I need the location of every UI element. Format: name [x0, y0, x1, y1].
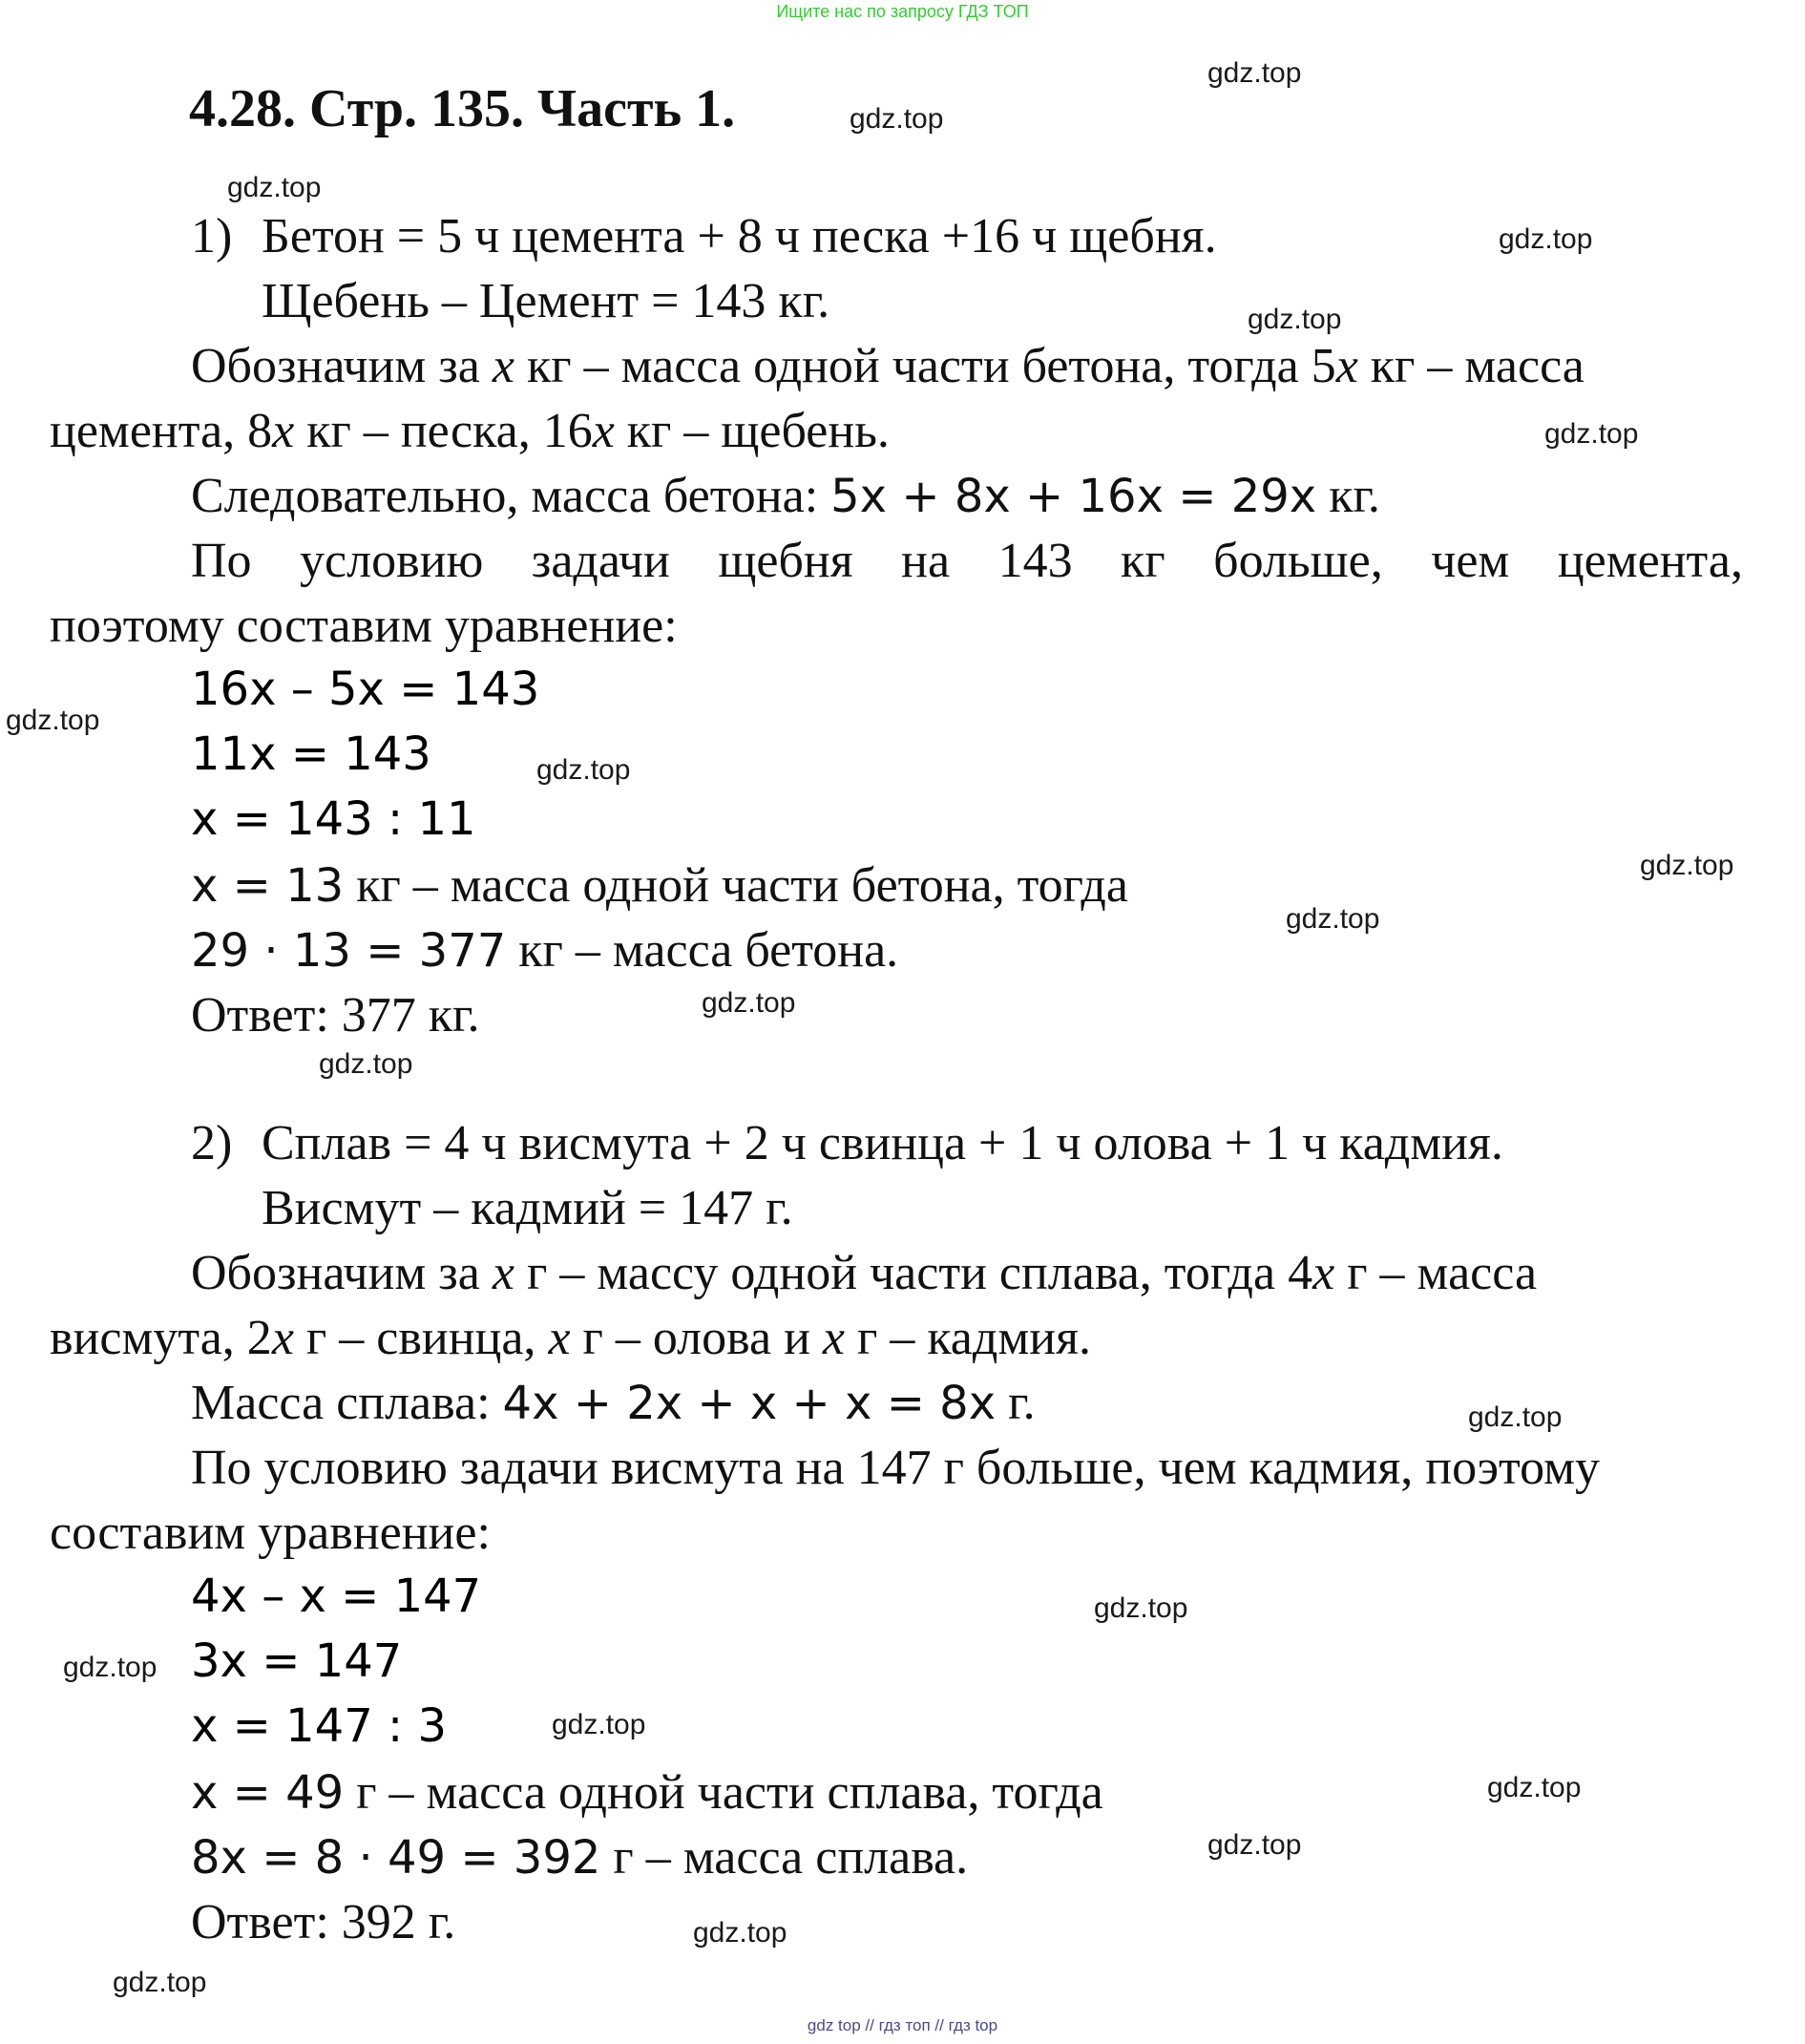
watermark: gdz.top	[536, 754, 631, 786]
part2-equation5: 8x = 8 · 49 = 392 г – масса сплава.	[191, 1830, 969, 1885]
part1-sum-line: Следовательно, масса бетона: 5x + 8x + 16x = 29x кг.	[191, 469, 1380, 523]
part2-number: 2)	[191, 1116, 233, 1170]
part1-answer: Ответ: 377 кг.	[191, 988, 480, 1043]
part1-condition-line1: По условию задачи щебня на 143 кг больше, чем цемента,	[191, 534, 1743, 588]
part1-given-line2: Щебень – Цемент = 143 кг.	[262, 274, 830, 328]
part2-equation4: x = 49 г – масса одной части сплава, тогда	[191, 1765, 1103, 1820]
part1-equation1: 16x – 5x = 143	[191, 663, 540, 716]
part2-equation3: x = 147 : 3	[191, 1699, 447, 1753]
watermark: gdz.top	[702, 987, 796, 1019]
part2-intro-line1: Обозначим за x г – массу одной части сплава, тогда 4x г – масса	[191, 1246, 1538, 1300]
part2-given-line2: Висмут – кадмий = 147 г.	[262, 1181, 793, 1235]
footer-links[interactable]: gdz top // гдз топ // гдз top	[807, 2016, 998, 2034]
part1-equation5: 29 · 13 = 377 кг – масса бетона.	[191, 923, 899, 978]
page-title: 4.28. Стр. 135. Часть 1.	[189, 79, 736, 138]
watermark: gdz.top	[6, 705, 100, 736]
watermark: gdz.top	[1286, 903, 1380, 935]
watermark: gdz.top	[113, 1967, 207, 1998]
top-banner[interactable]: Ищите нас по запросу ГДЗ ТОП	[776, 2, 1029, 21]
watermark: gdz.top	[693, 1917, 787, 1949]
part1-equation4: x = 13 кг – масса одной части бетона, тогда	[191, 858, 1128, 913]
part1-sum-formula: 5x + 8x + 16x = 29x	[830, 470, 1317, 523]
watermark: gdz.top	[1499, 223, 1593, 255]
part2-intro-line2: висмута, 2x г – свинца, x г – олова и x г – кадмия.	[50, 1311, 1091, 1365]
watermark: gdz.top	[1640, 850, 1734, 881]
watermark: gdz.top	[227, 172, 322, 203]
watermark: gdz.top	[1207, 1829, 1302, 1861]
part2-condition-line1: По условию задачи висмута на 147 г больше, чем кадмия, поэтому	[191, 1441, 1601, 1495]
part2-sum-formula: 4x + 2x + x + x = 8x	[502, 1377, 997, 1430]
watermark: gdz.top	[1468, 1401, 1563, 1433]
part1-intro-line2: цемента, 8x кг – песка, 16x кг – щебень.	[50, 404, 890, 458]
part1-number: 1)	[191, 209, 233, 263]
part2-equation1: 4x – x = 147	[191, 1570, 482, 1623]
part2-equation2: 3x = 147	[191, 1634, 403, 1688]
part1-given-line1: 1) Бетон = 5 ч цемента + 8 ч песка +16 ч щебня.	[191, 209, 1217, 263]
part2-condition-line2: составим уравнение:	[50, 1506, 491, 1560]
part1-equation2: 11x = 143	[191, 727, 431, 781]
watermark: gdz.top	[63, 1652, 157, 1683]
watermark: gdz.top	[1544, 418, 1639, 450]
watermark: gdz.top	[1094, 1592, 1188, 1624]
part2-given-line1: 2) Сплав = 4 ч висмута + 2 ч свинца + 1 ч олова + 1 ч кадмия.	[191, 1116, 1503, 1170]
part1-equation3: x = 143 : 11	[191, 792, 476, 846]
watermark: gdz.top	[552, 1709, 646, 1740]
watermark: gdz.top	[1248, 304, 1342, 335]
part1-condition-line2: поэтому составим уравнение:	[50, 599, 678, 653]
part1-intro-line1: Обозначим за x кг – масса одной части бетона, тогда 5x кг – масса	[191, 339, 1585, 393]
watermark: gdz.top	[1207, 57, 1302, 89]
part2-sum-line: Масса сплава: 4x + 2x + x + x = 8x г.	[191, 1376, 1036, 1430]
part2-answer: Ответ: 392 г.	[191, 1895, 456, 1949]
watermark: gdz.top	[319, 1048, 413, 1080]
watermark: gdz.top	[850, 103, 944, 135]
watermark: gdz.top	[1487, 1772, 1582, 1803]
